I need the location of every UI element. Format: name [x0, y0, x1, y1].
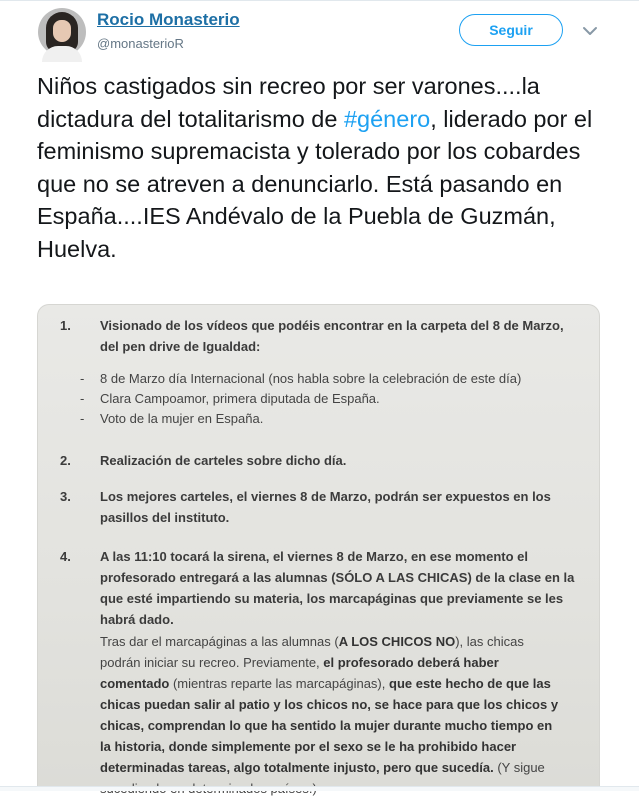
hashtag-link[interactable]: #género	[343, 105, 431, 132]
doc-para-bold: A LOS CHICOS NO	[338, 634, 456, 649]
doc-bullet-list	[80, 369, 560, 429]
doc-item-number: 3.	[60, 489, 71, 504]
doc-item-text: Realización de carteles sobre dicho día.	[100, 453, 347, 468]
tweet-image[interactable]	[37, 304, 600, 786]
avatar[interactable]	[38, 8, 86, 56]
document-photo	[38, 305, 601, 787]
doc-bullet: - Voto de la mujer en España.	[80, 409, 560, 429]
doc-item-number: 4.	[60, 549, 71, 564]
doc-para-bold: que este hecho de que las chicas puedan salir al patio y los chicos no, se hace para que los chicos y chicas, comprendan lo que ha sentido la mujer durante mucho tiempo en la historia, donde simplemente por el sexo se le ha prohibido hacer determinadas tareas, algo totalmente injusto, pero que sucedía.	[100, 676, 559, 775]
user-name-link[interactable]: Rocio Monasterio	[97, 10, 240, 29]
tweet-header	[0, 0, 639, 62]
doc-item-number: 1.	[60, 318, 71, 333]
avatar-shoulders	[42, 46, 82, 62]
chevron-down-icon[interactable]	[581, 24, 599, 38]
doc-paragraph	[100, 631, 560, 799]
doc-item-text: Los mejores carteles, el viernes 8 de Marzo, podrán ser expuestos en los pasillos del instituto.	[100, 489, 551, 525]
bottom-border	[0, 786, 639, 791]
doc-para-bold: el profesorado deberá haber comentado	[100, 655, 499, 691]
doc-para-text: (mientras reparte las marcapáginas),	[169, 676, 389, 691]
doc-item-text: A las 11:10 tocará la sirena, el viernes 8 de Marzo, en ese momento el profesorado entregará a las alumnas (SÓLO A LAS CHICAS) de la clase en la que esté impartiendo su materia, los marcapáginas que previamente se les habrá dado.	[100, 549, 575, 627]
doc-para-text: ), las chicas podrán iniciar su recreo. Previamente,	[100, 634, 524, 670]
doc-bullet: - 8 de Marzo día Internacional (nos habla sobre la celebración de este día)	[80, 369, 560, 389]
doc-bullet: - Clara Campoamor, primera diputada de España.	[80, 389, 560, 409]
doc-para-text: (Y sigue	[497, 760, 545, 775]
doc-para-text: Tras dar el marcapáginas a las alumnas (	[100, 634, 339, 649]
doc-item-number: 2.	[60, 453, 71, 468]
user-handle: @monasterioR	[97, 36, 184, 51]
follow-button[interactable]: Seguir	[459, 14, 563, 46]
avatar-face	[53, 20, 71, 42]
tweet-text-part: , liderado por el feminismo supremacista y tolerado por los cobardes que no se atreven a denunciarlo. Está pasando en España....IES Andévalo de la Puebla de Guzmán, Huelva.	[37, 105, 593, 262]
tweet-text	[37, 70, 617, 265]
doc-item-text: Visionado de los vídeos que podéis encontrar en la carpeta del 8 de Marzo, del pen drive de Igualdad:	[100, 318, 564, 354]
tweet-text-part: Niños castigados sin recreo por ser varones....la dictadura del totalitarismo de	[37, 73, 540, 132]
